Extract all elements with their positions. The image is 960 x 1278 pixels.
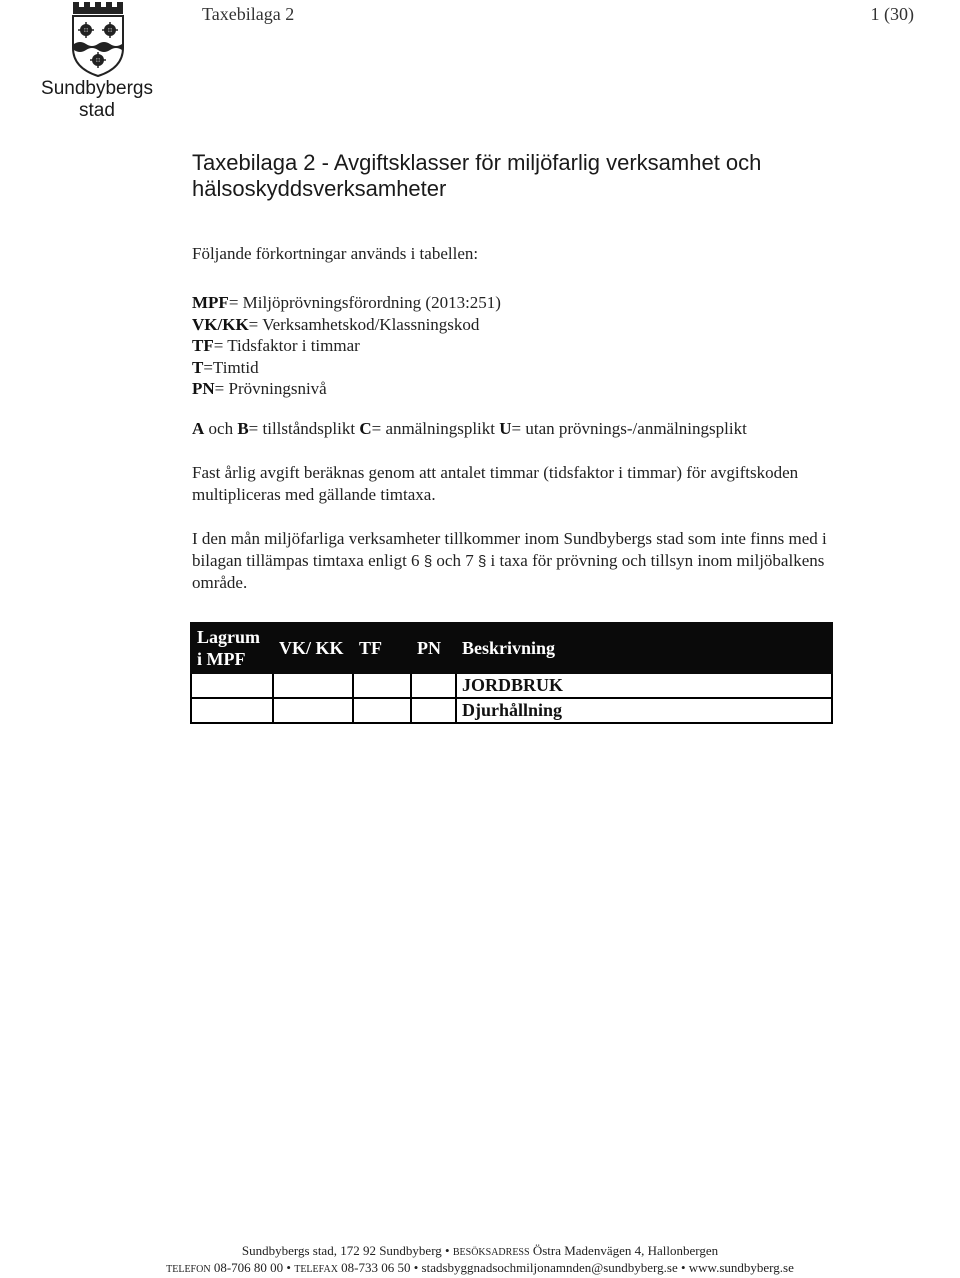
cell-vk-kk bbox=[273, 698, 353, 723]
abbreviation-list bbox=[192, 292, 501, 400]
footer-text: Sundbybergs stad, 172 92 Sundbyberg • bbox=[241, 1243, 453, 1258]
legend-och: och bbox=[204, 419, 238, 438]
legend-text-b: = tillståndsplikt bbox=[248, 419, 360, 438]
column-header-tf: TF bbox=[353, 623, 411, 673]
paragraph-text: I den mån miljöfarliga verksamheter tillkommer inom Sundbybergs stad som inte finns med i bilagan tillämpas timtaxa enligt 6 bbox=[192, 529, 827, 570]
footer-caption: TELEFAX bbox=[294, 1264, 338, 1275]
cell-tf bbox=[353, 673, 411, 698]
footer-text: 08-733 06 50 • stadsbyggnadsochmiljonamnden@sundbyberg.se • www.sundbyberg.se bbox=[337, 1260, 794, 1275]
abbreviation-item bbox=[192, 314, 501, 336]
document-title: Taxebilaga 2 - Avgiftsklasser för miljöfarlig verksamhet och hälsoskyddsverksamheter bbox=[192, 150, 762, 201]
logo-wordmark bbox=[40, 78, 154, 122]
abbreviation-text: = Verksamhetskod/Klassningskod bbox=[248, 314, 480, 334]
footer-text: 08-706 80 00 • bbox=[210, 1260, 295, 1275]
paragraph-text: och 7 bbox=[432, 550, 478, 570]
table-header-row bbox=[191, 623, 832, 673]
abbreviation-item bbox=[192, 378, 501, 400]
section-sign: § bbox=[477, 552, 487, 570]
footer-caption: BESÖKSADRESS bbox=[452, 1247, 530, 1258]
cell-tf bbox=[353, 698, 411, 723]
fee-class-table bbox=[190, 622, 833, 724]
cell-lagrum bbox=[191, 698, 273, 723]
logo-line-2: stad bbox=[79, 100, 115, 121]
legend-text-c: = anmälningsplikt bbox=[371, 419, 500, 438]
abbreviation-item bbox=[192, 292, 501, 314]
abbreviation-key: T bbox=[192, 357, 204, 377]
footer-contact-line bbox=[0, 1260, 960, 1276]
abbreviation-key: PN bbox=[192, 379, 215, 398]
legend-key-b: B bbox=[237, 419, 249, 438]
section-sign: § bbox=[423, 552, 433, 570]
header-page-number: 1 (30) bbox=[870, 4, 914, 24]
abbreviation-key: VK/KK bbox=[192, 314, 249, 334]
cell-vk-kk bbox=[273, 673, 353, 698]
legend-key-a: A bbox=[192, 419, 205, 438]
table-row bbox=[191, 673, 832, 698]
abbreviations-intro: Följande förkortningar används i tabellen: bbox=[192, 244, 479, 263]
legend-key-u: U bbox=[499, 419, 512, 438]
cell-beskrivning: Djurhållning bbox=[456, 698, 832, 723]
abbreviation-text: = Prövningsnivå bbox=[214, 379, 327, 398]
column-header-vk-kk: VK/ KK bbox=[273, 623, 353, 673]
column-header-lagrum: Lagrum i MPF bbox=[191, 623, 273, 673]
paragraph-text: i taxa för prövning och tillsyn inom miljöbalkens område. bbox=[192, 550, 825, 592]
cell-pn bbox=[411, 673, 456, 698]
abbreviation-text: = Miljöprövningsförordning (2013:251) bbox=[228, 293, 501, 312]
logo-line-1: Sundbybergs bbox=[41, 78, 153, 99]
abbreviation-text: = Tidsfaktor i timmar bbox=[213, 336, 360, 355]
table-row bbox=[191, 698, 832, 723]
column-header-pn: PN bbox=[411, 623, 456, 673]
abbreviation-text: =Timtid bbox=[203, 357, 259, 377]
abbreviation-key: TF bbox=[192, 336, 214, 355]
footer-text: Östra Madenvägen 4, Hallonbergen bbox=[529, 1243, 719, 1258]
cell-pn bbox=[411, 698, 456, 723]
column-header-beskrivning: Beskrivning bbox=[456, 623, 832, 673]
permit-level-legend bbox=[192, 418, 747, 440]
abbreviation-key: MPF bbox=[192, 293, 229, 312]
header-doc-label: Taxebilaga 2 bbox=[202, 4, 295, 24]
footer-caption: TELEFON bbox=[166, 1264, 211, 1275]
cell-beskrivning: JORDBRUK bbox=[456, 673, 832, 698]
abbreviation-item bbox=[192, 357, 501, 379]
hourly-rate-paragraph bbox=[192, 528, 832, 594]
abbreviation-item bbox=[192, 335, 501, 357]
legend-text-u: = utan prövnings-/anmälningsplikt bbox=[511, 419, 747, 438]
legend-key-c: C bbox=[359, 419, 372, 438]
fee-calculation-paragraph: Fast årlig avgift beräknas genom att antalet timmar (tidsfaktor i timmar) för avgiftskoden multipliceras med gällande timtaxa. bbox=[192, 463, 799, 504]
cell-lagrum bbox=[191, 673, 273, 698]
footer-address-line bbox=[0, 1243, 960, 1259]
